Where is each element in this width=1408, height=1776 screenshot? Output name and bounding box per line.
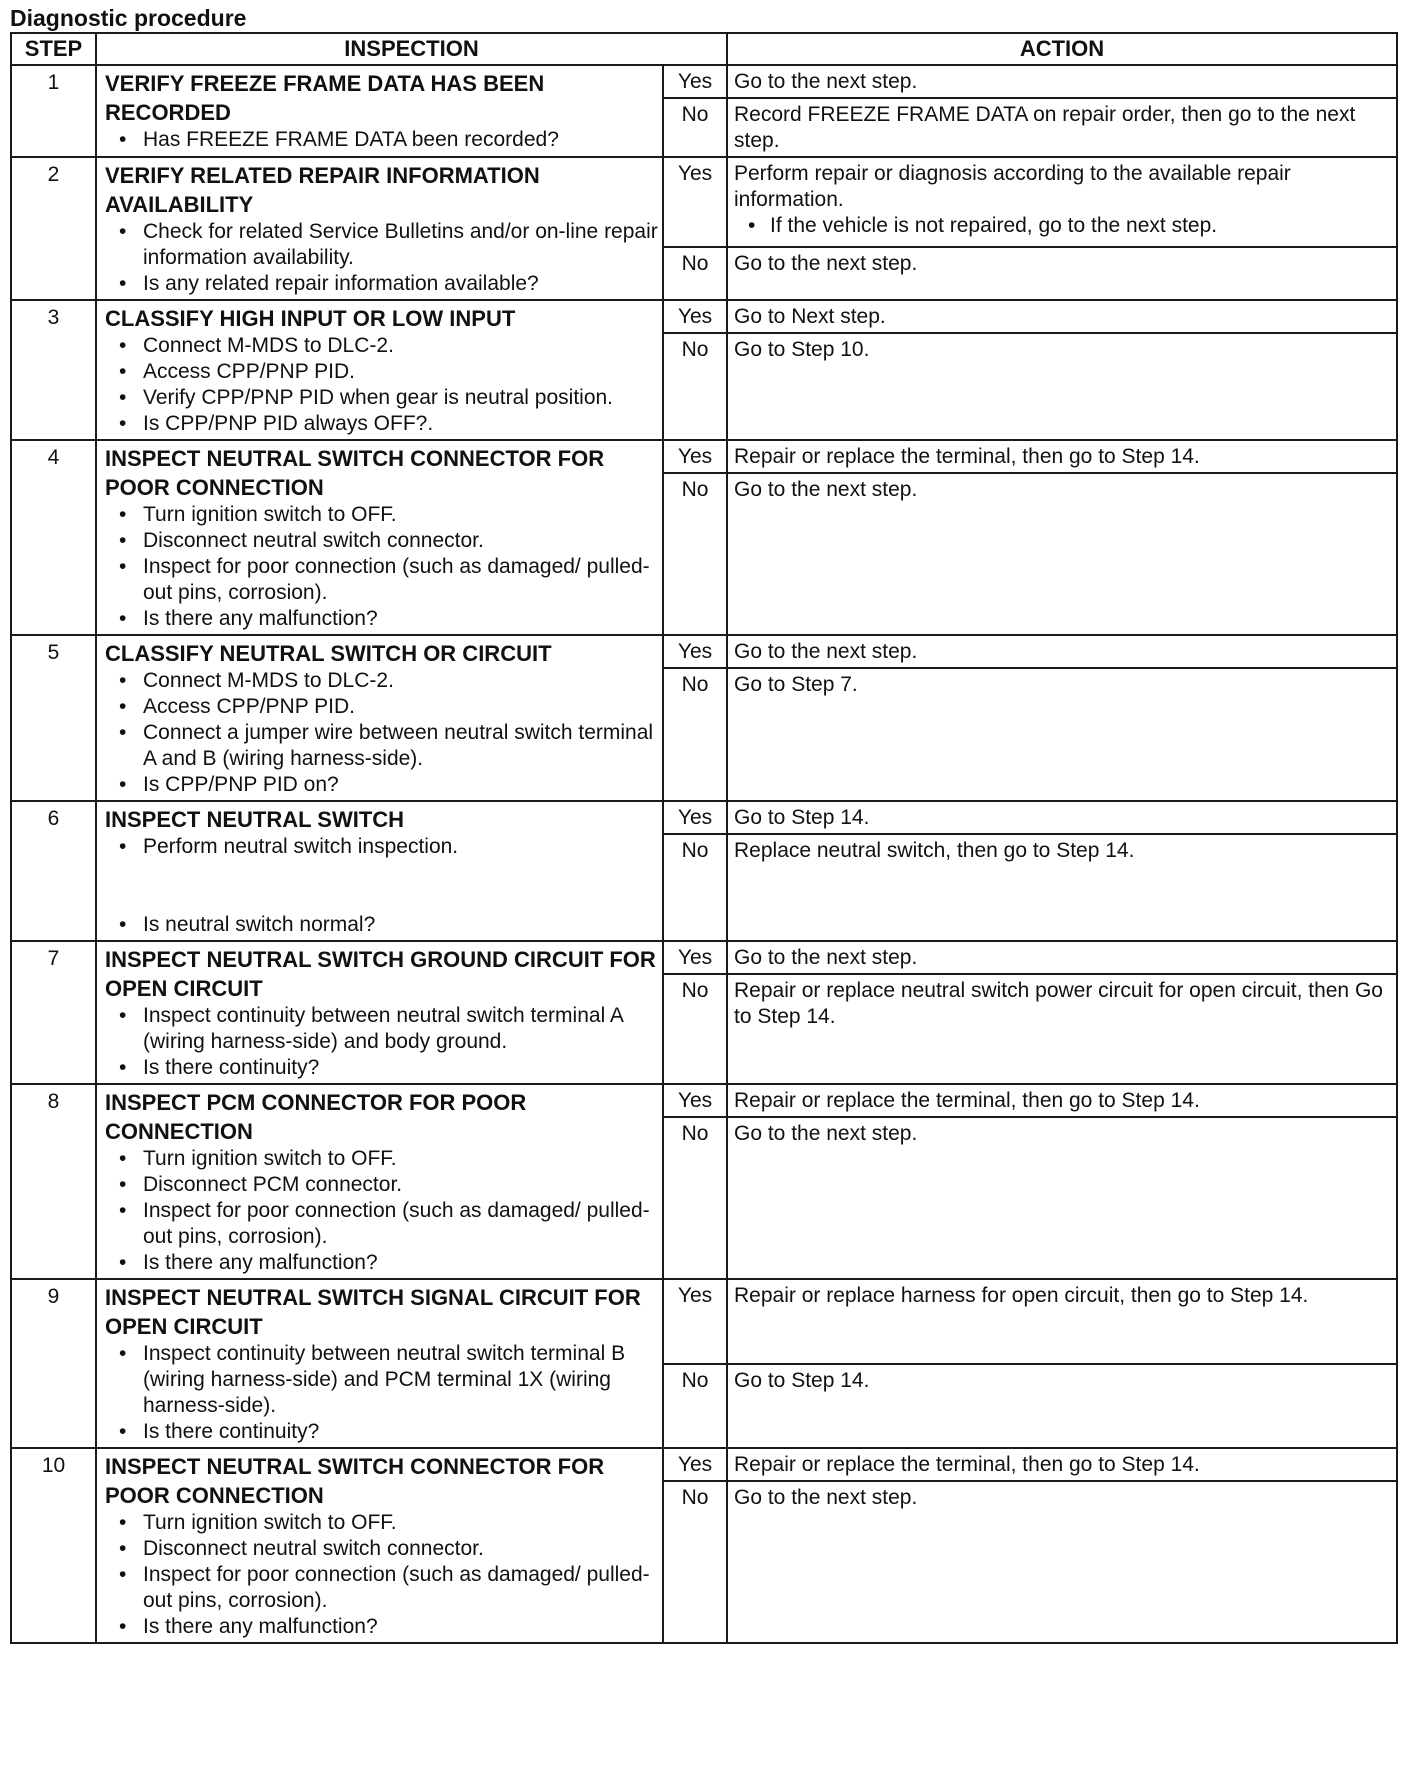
yes-label: Yes xyxy=(663,635,727,668)
no-action: Go to Step 14. xyxy=(727,1364,1397,1449)
bullet-item: • Check for related Service Bulletins and/or on-line repair information availability. xyxy=(105,219,658,271)
no-label: No xyxy=(663,1364,727,1449)
step-7-yes-row xyxy=(11,941,1397,974)
yes-label: Yes xyxy=(663,65,727,98)
step-inspection xyxy=(96,1279,663,1448)
step-4-yes-row xyxy=(11,440,1397,473)
step-inspection xyxy=(96,1448,663,1643)
step-title: CLASSIFY NEUTRAL SWITCH OR CIRCUIT xyxy=(105,641,552,666)
bullet-item: • Is there any malfunction? xyxy=(105,1250,658,1276)
bullet-item: • Disconnect neutral switch connector. xyxy=(105,528,658,554)
header-step: STEP xyxy=(11,33,96,65)
bullet-list xyxy=(105,502,658,632)
step-inspection xyxy=(96,440,663,635)
step-inspection xyxy=(96,300,663,440)
step-number: 8 xyxy=(11,1084,96,1279)
step-5-yes-row xyxy=(11,635,1397,668)
diagnostic-table xyxy=(10,32,1398,1644)
bullet-item: • Is there any malfunction? xyxy=(105,1614,658,1640)
no-label: No xyxy=(663,247,727,300)
bullet-item: • Perform neutral switch inspection. xyxy=(105,834,658,860)
step-title: VERIFY RELATED REPAIR INFORMATION AVAILABILITY xyxy=(105,163,540,217)
yes-action xyxy=(727,157,1397,247)
no-label: No xyxy=(663,333,727,440)
bullet-item: • Is there continuity? xyxy=(105,1055,658,1081)
yes-label: Yes xyxy=(663,801,727,834)
step-number: 10 xyxy=(11,1448,96,1643)
bullet-item: • Is any related repair information available? xyxy=(105,271,658,297)
bullet-item: • Turn ignition switch to OFF. xyxy=(105,1146,658,1172)
step-number: 6 xyxy=(11,801,96,941)
step-8-yes-row xyxy=(11,1084,1397,1117)
bullet-item: • Is CPP/PNP PID always OFF?. xyxy=(105,411,658,437)
step-inspection xyxy=(96,1084,663,1279)
document-page xyxy=(10,4,1396,1644)
yes-label: Yes xyxy=(663,1279,727,1364)
no-label: No xyxy=(663,668,727,801)
bullet-item: • Disconnect neutral switch connector. xyxy=(105,1536,658,1562)
no-action: Repair or replace neutral switch power circuit for open circuit, then Go to Step 14. xyxy=(727,974,1397,1084)
bullet-item: • Turn ignition switch to OFF. xyxy=(105,502,658,528)
yes-action: Go to Next step. xyxy=(727,300,1397,333)
bullet-item: • Is neutral switch normal? xyxy=(105,912,658,938)
yes-action: Go to the next step. xyxy=(727,65,1397,98)
yes-label: Yes xyxy=(663,1084,727,1117)
bullet-item: • Connect M-MDS to DLC-2. xyxy=(105,668,658,694)
yes-label: Yes xyxy=(663,300,727,333)
header-inspection: INSPECTION xyxy=(96,33,727,65)
no-label: No xyxy=(663,1481,727,1643)
step-number: 4 xyxy=(11,440,96,635)
header-action: ACTION xyxy=(727,33,1397,65)
bullet-item: • Is CPP/PNP PID on? xyxy=(105,772,658,798)
bullet-item: • Disconnect PCM connector. xyxy=(105,1172,658,1198)
no-action: Go to the next step. xyxy=(727,247,1397,300)
no-label: No xyxy=(663,98,727,157)
yes-label: Yes xyxy=(663,1448,727,1481)
bullet-item: • Verify CPP/PNP PID when gear is neutral position. xyxy=(105,385,658,411)
no-action: Go to Step 7. xyxy=(727,668,1397,801)
bullet-item: • Access CPP/PNP PID. xyxy=(105,694,658,720)
yes-action: Repair or replace harness for open circuit, then go to Step 14. xyxy=(727,1279,1397,1364)
bullet-list xyxy=(105,1146,658,1276)
step-1-yes-row xyxy=(11,65,1397,98)
yes-label: Yes xyxy=(663,941,727,974)
no-label: No xyxy=(663,1117,727,1279)
step-inspection xyxy=(96,157,663,300)
step-9-yes-row xyxy=(11,1279,1397,1364)
step-number: 3 xyxy=(11,300,96,440)
yes-action: Go to the next step. xyxy=(727,635,1397,668)
no-action: Go to the next step. xyxy=(727,1117,1397,1279)
step-inspection xyxy=(96,801,663,941)
yes-action: Repair or replace the terminal, then go to Step 14. xyxy=(727,1448,1397,1481)
bullet-item: • Inspect for poor connection (such as damaged/ pulled-out pins, corrosion). xyxy=(105,554,658,606)
bullet-item: • Inspect for poor connection (such as damaged/ pulled-out pins, corrosion). xyxy=(105,1562,658,1614)
step-inspection xyxy=(96,65,663,157)
bullet-list xyxy=(105,668,658,798)
bullet-item: • Connect M-MDS to DLC-2. xyxy=(105,333,658,359)
bullet-item: • Connect a jumper wire between neutral switch terminal A and B (wiring harness-side). xyxy=(105,720,658,772)
bullet-item: • Is there continuity? xyxy=(105,1419,658,1445)
bullet-list xyxy=(105,1510,658,1640)
step-number: 5 xyxy=(11,635,96,801)
step-title: INSPECT NEUTRAL SWITCH CONNECTOR FOR POOR CONNECTION xyxy=(105,446,605,500)
header-row xyxy=(11,33,1397,65)
no-action: Record FREEZE FRAME DATA on repair order, then go to the next step. xyxy=(727,98,1397,157)
no-action: Go to the next step. xyxy=(727,473,1397,635)
step-title: VERIFY FREEZE FRAME DATA HAS BEEN RECORDED xyxy=(105,71,545,125)
no-action: Go to Step 10. xyxy=(727,333,1397,440)
bullet-item: • Access CPP/PNP PID. xyxy=(105,359,658,385)
yes-label: Yes xyxy=(663,440,727,473)
bullet-item: • Has FREEZE FRAME DATA been recorded? xyxy=(105,127,658,153)
step-number: 7 xyxy=(11,941,96,1084)
bullet-list xyxy=(105,1341,658,1445)
bullet-item: • Inspect for poor connection (such as damaged/ pulled-out pins, corrosion). xyxy=(105,1198,658,1250)
bullet-item: • Turn ignition switch to OFF. xyxy=(105,1510,658,1536)
no-label: No xyxy=(663,974,727,1084)
yes-action-text: Perform repair or diagnosis according to the available repair information. xyxy=(734,162,1291,211)
no-action: Go to the next step. xyxy=(727,1481,1397,1643)
step-number: 9 xyxy=(11,1279,96,1448)
step-6-yes-row xyxy=(11,801,1397,834)
bullet-item: • Inspect continuity between neutral switch terminal B (wiring harness-side) and PCM terminal 1X (wiring harness-side). xyxy=(105,1341,658,1419)
step-number: 1 xyxy=(11,65,96,157)
step-number: 2 xyxy=(11,157,96,300)
yes-action: Go to the next step. xyxy=(727,941,1397,974)
bullet-list xyxy=(105,127,658,153)
yes-label: Yes xyxy=(663,157,727,247)
step-10-yes-row xyxy=(11,1448,1397,1481)
bullet-list xyxy=(105,1003,658,1081)
bullet-item: • Inspect continuity between neutral switch terminal A (wiring harness-side) and body ground. xyxy=(105,1003,658,1055)
yes-action: Repair or replace the terminal, then go to Step 14. xyxy=(727,440,1397,473)
bullet-list xyxy=(105,333,658,437)
step-title: INSPECT NEUTRAL SWITCH xyxy=(105,807,405,832)
no-label: No xyxy=(663,834,727,941)
yes-action: Go to Step 14. xyxy=(727,801,1397,834)
step-2-yes-row xyxy=(11,157,1397,247)
no-action: Replace neutral switch, then go to Step 14. xyxy=(727,834,1397,941)
bullet-list xyxy=(105,219,658,297)
step-title: INSPECT NEUTRAL SWITCH CONNECTOR FOR POOR CONNECTION xyxy=(105,1454,605,1508)
yes-action: Repair or replace the terminal, then go to Step 14. xyxy=(727,1084,1397,1117)
step-title: INSPECT PCM CONNECTOR FOR POOR CONNECTION xyxy=(105,1090,527,1144)
step-inspection xyxy=(96,635,663,801)
bullet-list xyxy=(105,834,658,938)
step-inspection xyxy=(96,941,663,1084)
step-title: INSPECT NEUTRAL SWITCH GROUND CIRCUIT FOR OPEN CIRCUIT xyxy=(105,947,656,1001)
step-title: INSPECT NEUTRAL SWITCH SIGNAL CIRCUIT FOR OPEN CIRCUIT xyxy=(105,1285,641,1339)
step-title: CLASSIFY HIGH INPUT OR LOW INPUT xyxy=(105,306,516,331)
yes-action-sub-bullet: • If the vehicle is not repaired, go to the next step. xyxy=(734,213,1392,239)
no-label: No xyxy=(663,473,727,635)
step-3-yes-row xyxy=(11,300,1397,333)
bullet-item: • Is there any malfunction? xyxy=(105,606,658,632)
page-title: Diagnostic procedure xyxy=(10,5,247,31)
